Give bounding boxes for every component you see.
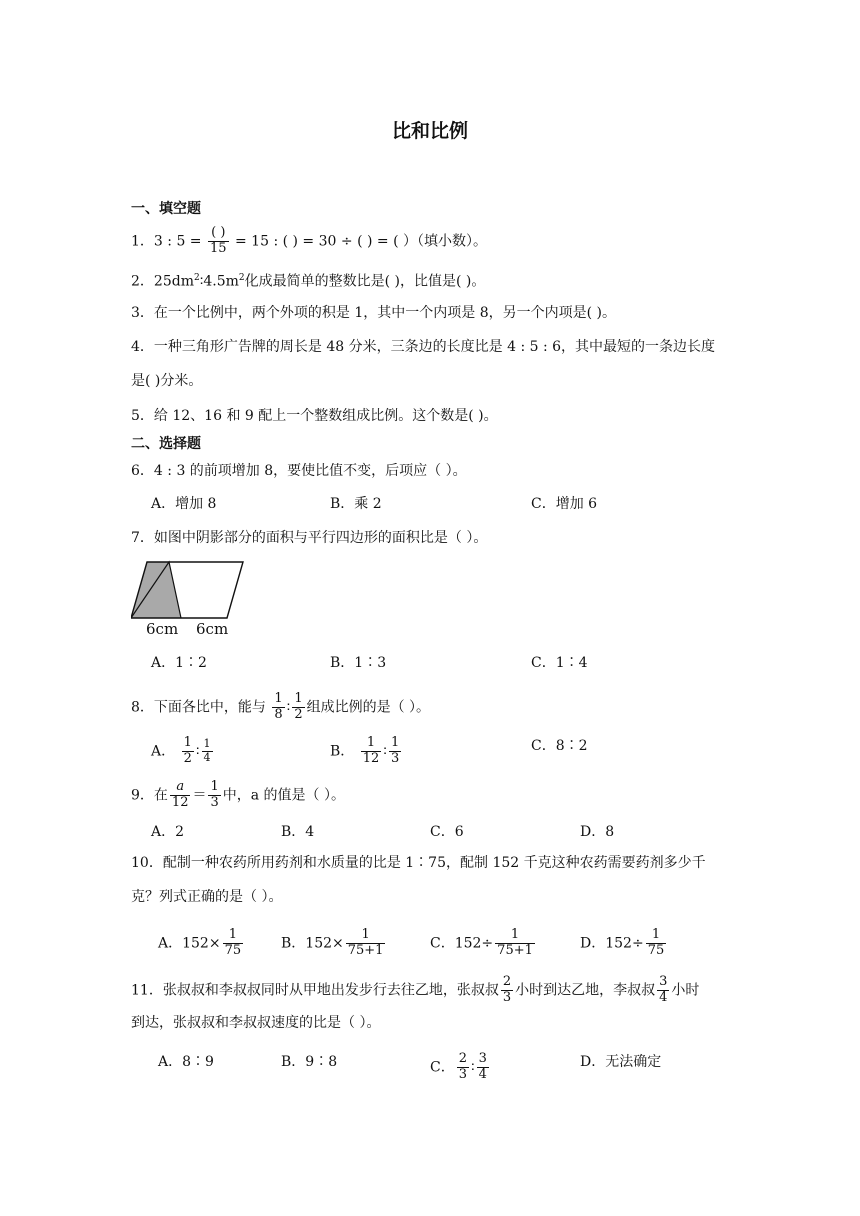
question-2: 2．$25dm^2∶4.5m^2$化成最简单的整数比是( )，比值是( )。 — [131, 273, 486, 290]
label-right-6cm: 6cm — [196, 620, 229, 638]
fraction: $\frac{1}{2}$ — [294, 691, 303, 722]
fraction: $\frac{2}{3}$ — [502, 974, 512, 1005]
option-c[interactable]: C．8∶2 — [531, 738, 588, 754]
question-8: 8．下面各比中，能与 $\frac{1}{8}$ ∶ $\frac{1}{2}$ 组成比例的是（ ）。 — [131, 691, 431, 722]
section-fill-blank: 一、填空题 — [131, 201, 201, 217]
question-3: 3．在一个比例中，两个外项的积是 1，其中一个内项是 8，另一个内项是( )。 — [131, 305, 617, 321]
option-b[interactable]: B．152× $\frac{1}{75+1}$ — [281, 927, 384, 958]
option-a[interactable]: A．8∶9 — [158, 1054, 214, 1070]
fraction: $\frac{1}{3}$ — [210, 779, 219, 810]
option-c[interactable]: C． $\frac{2}{3}$ ∶ $\frac{3}{4}$ — [430, 1051, 487, 1082]
option-d[interactable]: D．无法确定 — [580, 1054, 662, 1070]
option-a[interactable]: A．2 — [151, 824, 185, 840]
fraction: $\frac{a}{12}$ — [171, 779, 189, 810]
fraction: $\frac{1}{75}$ — [647, 927, 665, 958]
fraction: $\frac{1}{75+1}$ — [347, 927, 384, 958]
page-title: 比和比例 — [391, 120, 468, 142]
fraction: $\frac{3}{4}$ — [478, 1051, 487, 1082]
fraction: $\frac{1}{75+1}$ — [497, 927, 533, 958]
option-c[interactable]: C．152÷ $\frac{1}{75+1}$ — [430, 927, 533, 958]
option-b[interactable]: B．9∶8 — [281, 1054, 338, 1070]
fraction: $\frac{1}{8}$ — [274, 691, 283, 722]
option-a[interactable]: A．1∶2 — [151, 655, 207, 671]
question-6: 6．4 : 3 的前项增加 8，要使比值不变，后项应（ ）。 — [131, 463, 467, 479]
label-left-6cm: 6cm — [146, 620, 179, 638]
question-10-line-2: 克？列式正确的是（ ）。 — [131, 889, 283, 905]
option-b[interactable]: B．4 — [281, 824, 315, 840]
fraction: $\frac{3}{4}$ — [659, 974, 668, 1005]
option-c[interactable]: C．1∶4 — [531, 655, 588, 671]
question-11: 11．张叔叔和李叔叔同时从甲地出发步行去往乙地，张叔叔 $\frac{2}{3}$ 小时到达乙地，李叔叔 $\frac{3}{4}$ 小时 — [131, 974, 700, 1005]
question-5: 5．给 12、16 和 9 配上一个整数组成比例。这个数是( )。 — [131, 408, 498, 424]
question-7: 7．如图中阴影部分的面积与平行四边形的面积比是（ ）。 — [131, 530, 488, 546]
option-a[interactable]: A． $\frac{1}{2}$ ∶ $\frac{1}{4}$ — [151, 735, 211, 766]
question-9: 9．在 $\frac{a}{12}$ ＝ $\frac{1}{3}$ 中，a 的值是（ ）。 — [131, 779, 345, 810]
question-4: 4．一种三角形广告牌的周长是 48 分米，三条边的长度比是 4 : 5 : 6，其中最短的一条边长度 — [131, 339, 716, 355]
option-b[interactable]: B．1∶3 — [330, 655, 387, 671]
option-b[interactable]: B．乘 2 — [330, 496, 382, 512]
fraction: $\frac{1}{4}$ — [203, 737, 211, 764]
section-multiple-choice: 二、选择题 — [131, 436, 201, 452]
fraction: $\frac{1}{3}$ — [390, 735, 400, 766]
parallelogram-figure — [131, 560, 246, 622]
fraction: $\frac{1}{12}$ — [362, 735, 380, 766]
question-10: 10．配制一种农药所用药剂和水质量的比是 1∶75，配制 152 千克这种农药需要药剂多少千 — [131, 855, 706, 871]
fraction: $\frac{1}{75}$ — [224, 927, 242, 958]
option-a[interactable]: A．增加 8 — [151, 496, 217, 512]
option-b[interactable]: B． $\frac{1}{12}$ ∶ $\frac{1}{3}$ — [330, 735, 400, 766]
option-d[interactable]: D．152÷ $\frac{1}{75}$ — [580, 927, 665, 958]
question-4-line-2: 是( )分米。 — [131, 373, 203, 389]
fraction: $\frac{( )}{15}$ — [210, 225, 227, 256]
fraction: $\frac{2}{3}$ — [458, 1051, 467, 1082]
option-c[interactable]: C．6 — [430, 824, 464, 840]
question-1: 1．3 : 5 = $\frac{( )}{15}$ = 15 : ( ) = 30 ÷ ( ) = ( ）（填小数）。 — [131, 225, 487, 256]
fraction: $\frac{1}{2}$ — [183, 735, 192, 766]
question-11-line-2: 到达，张叔叔和李叔叔速度的比是（ ）。 — [131, 1015, 381, 1031]
option-c[interactable]: C．增加 6 — [531, 496, 598, 512]
option-a[interactable]: A．152× $\frac{1}{75}$ — [158, 927, 242, 958]
option-d[interactable]: D．8 — [580, 824, 615, 840]
